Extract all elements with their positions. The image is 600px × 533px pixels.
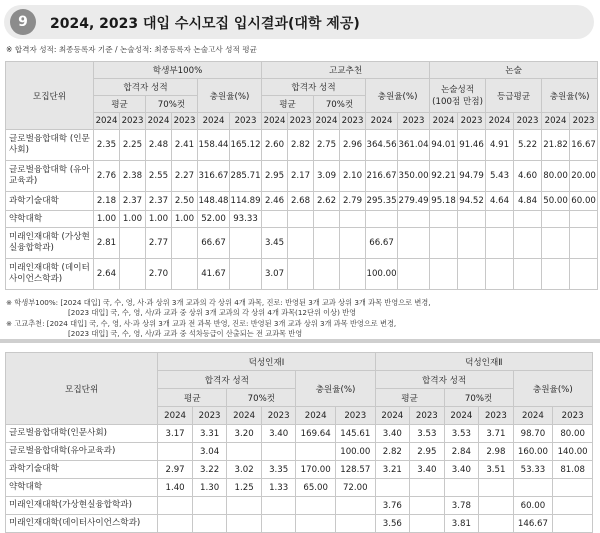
table-cell: 100.00 <box>366 259 398 290</box>
year-header: 2023 <box>335 407 375 425</box>
rate-header: 충원율(%) <box>198 79 262 113</box>
table-cell: 2.98 <box>479 443 514 461</box>
table-cell: 169.64 <box>296 425 336 443</box>
table-cell: 2.76 <box>94 161 120 192</box>
rate-header: 충원율(%) <box>366 79 430 113</box>
table-cell: 3.09 <box>314 161 340 192</box>
pass-header: 합격자 성적 <box>94 79 198 96</box>
table-cell: 2.25 <box>120 130 146 161</box>
table-cell: 94.01 <box>430 130 458 161</box>
table-cell <box>172 228 198 259</box>
table-cell: 361.04 <box>398 130 430 161</box>
unit-name: 과학기술대학 <box>6 192 94 211</box>
table-cell: 114.89 <box>230 192 262 211</box>
year-header: 2023 <box>192 407 227 425</box>
table-cell <box>314 211 340 228</box>
table-cell: 1.00 <box>94 211 120 228</box>
table-cell: 316.67 <box>198 161 230 192</box>
year-header: 2023 <box>288 113 314 130</box>
table-cell <box>314 259 340 290</box>
table-cell: 2.84 <box>444 443 479 461</box>
table-cell: 3.21 <box>375 461 410 479</box>
year-header: 2024 <box>430 113 458 130</box>
table-cell: 2.70 <box>146 259 172 290</box>
table-row <box>6 130 598 161</box>
section-header <box>4 5 594 39</box>
table-cell: 2.79 <box>340 192 366 211</box>
table-cell <box>375 479 410 497</box>
section-title: 2024, 2023 대입 수시모집 입시결과(대학 제공) <box>50 16 360 32</box>
table-cell: 2.77 <box>146 228 172 259</box>
year-header: 2024 <box>444 407 479 425</box>
table-cell: 80.00 <box>553 425 593 443</box>
table-cell: 2.96 <box>340 130 366 161</box>
table-cell <box>296 515 336 533</box>
table-cell <box>288 228 314 259</box>
table-cell: 3.53 <box>444 425 479 443</box>
table-cell <box>192 515 227 533</box>
unit-header: 모집단위 <box>6 353 158 425</box>
rate-header: 충원율(%) <box>542 79 598 113</box>
year-header: 2023 <box>514 113 542 130</box>
table-cell <box>430 259 458 290</box>
table-cell: 145.61 <box>335 425 375 443</box>
pass-header: 합격자 성적 <box>375 371 513 389</box>
unit-name: 약학대학 <box>6 479 158 497</box>
table-cell: 80.00 <box>542 161 570 192</box>
table-cell <box>479 497 514 515</box>
table-cell <box>542 211 570 228</box>
table-cell <box>458 211 486 228</box>
table-cell <box>158 497 193 515</box>
year-header: 2023 <box>570 113 598 130</box>
pass-header: 합격자 성적 <box>158 371 296 389</box>
table-cell: 140.00 <box>553 443 593 461</box>
table-cell <box>410 497 445 515</box>
table-cell <box>120 228 146 259</box>
table-cell: 94.52 <box>458 192 486 211</box>
table-cell: 216.67 <box>366 161 398 192</box>
year-header: 2023 <box>553 407 593 425</box>
table-cell: 364.56 <box>366 130 398 161</box>
group-header: 학생부100% <box>94 62 262 79</box>
table-cell: 91.46 <box>458 130 486 161</box>
table-cell: 3.40 <box>375 425 410 443</box>
table-cell: 295.35 <box>366 192 398 211</box>
table-cell <box>430 228 458 259</box>
year-header: 2024 <box>314 113 340 130</box>
year-header: 2023 <box>458 113 486 130</box>
unit-name: 글로벌융합대학 (유아교육과) <box>6 161 94 192</box>
table-cell: 2.50 <box>172 192 198 211</box>
year-header: 2024 <box>375 407 410 425</box>
avg-header: 평균 <box>375 389 444 407</box>
table-cell <box>410 515 445 533</box>
table-cell: 2.62 <box>314 192 340 211</box>
table-cell: 3.76 <box>375 497 410 515</box>
table-cell <box>227 515 262 533</box>
table-cell: 53.33 <box>513 461 553 479</box>
table-cell: 3.78 <box>444 497 479 515</box>
year-header: 2024 <box>542 113 570 130</box>
table-cell: 2.37 <box>146 192 172 211</box>
table-cell: 95.18 <box>430 192 458 211</box>
table-cell: 3.04 <box>192 443 227 461</box>
table-cell <box>366 211 398 228</box>
table-cell: 2.64 <box>94 259 120 290</box>
table-cell <box>570 259 598 290</box>
unit-name: 글로벌융합대학(유아교육과) <box>6 443 158 461</box>
table-cell <box>444 479 479 497</box>
table-cell: 20.00 <box>570 161 598 192</box>
table-cell <box>261 443 296 461</box>
table-cell <box>120 259 146 290</box>
cut70-header: 70%컷 <box>227 389 296 407</box>
table-cell: 4.64 <box>486 192 514 211</box>
cut70-header: 70%컷 <box>146 96 198 113</box>
table-cell: 2.81 <box>94 228 120 259</box>
cut70-header: 70%컷 <box>314 96 366 113</box>
table-cell: 1.00 <box>172 211 198 228</box>
unit-name: 미래인재대학 (데이터사이언스학과) <box>6 259 94 290</box>
table-cell <box>158 443 193 461</box>
year-header: 2024 <box>198 113 230 130</box>
footnote: ※ 학생부100%: [2024 대입] 국, 수, 영, 사·과 상위 3개 교과의 각 상위 4개 과목, 진로: 반영된 3개 교과 상위 3개 과목 반영으로 변경, <box>6 298 431 307</box>
table-row <box>6 425 593 443</box>
table-cell <box>553 497 593 515</box>
year-header: 2023 <box>340 113 366 130</box>
year-header: 2023 <box>479 407 514 425</box>
table-cell <box>514 211 542 228</box>
table-cell <box>296 443 336 461</box>
year-header: 2024 <box>262 113 288 130</box>
table-cell: 3.71 <box>479 425 514 443</box>
table-cell: 98.70 <box>513 425 553 443</box>
table-cell: 72.00 <box>335 479 375 497</box>
group-header: 덕성인재Ⅰ <box>158 353 375 371</box>
year-header: 2024 <box>227 407 262 425</box>
table-cell: 3.40 <box>444 461 479 479</box>
table-cell: 148.48 <box>198 192 230 211</box>
table-cell: 1.00 <box>146 211 172 228</box>
table-cell: 1.33 <box>261 479 296 497</box>
table-cell <box>542 228 570 259</box>
table-cell <box>314 228 340 259</box>
table-cell: 81.08 <box>553 461 593 479</box>
table-cell <box>486 259 514 290</box>
table-cell: 2.95 <box>410 443 445 461</box>
unit-name: 글로벌융합대학(인문사회) <box>6 425 158 443</box>
table-cell: 2.68 <box>288 192 314 211</box>
table-cell: 1.25 <box>227 479 262 497</box>
table-cell: 5.43 <box>486 161 514 192</box>
table-row <box>6 192 598 211</box>
table-cell: 128.57 <box>335 461 375 479</box>
table-cell <box>553 515 593 533</box>
table-cell: 1.30 <box>192 479 227 497</box>
table-cell: 2.48 <box>146 130 172 161</box>
table-cell: 2.35 <box>94 130 120 161</box>
table-cell: 165.12 <box>230 130 262 161</box>
table-cell: 50.00 <box>542 192 570 211</box>
year-header: 2024 <box>158 407 193 425</box>
table-cell <box>340 259 366 290</box>
table-cell <box>398 228 430 259</box>
table-cell <box>335 515 375 533</box>
table-cell <box>570 228 598 259</box>
table-cell <box>172 259 198 290</box>
results-table-1 <box>5 61 598 290</box>
rate-header: 충원율(%) <box>513 371 592 407</box>
year-header: 2023 <box>172 113 198 130</box>
table-cell: 1.00 <box>120 211 146 228</box>
year-header: 2024 <box>94 113 120 130</box>
table-cell: 3.51 <box>479 461 514 479</box>
table-cell <box>410 479 445 497</box>
group-header: 논술 <box>430 62 598 79</box>
table-cell: 2.55 <box>146 161 172 192</box>
table-cell <box>158 515 193 533</box>
table-cell <box>335 497 375 515</box>
table-cell: 65.00 <box>296 479 336 497</box>
section-divider <box>0 339 600 343</box>
table-cell <box>430 211 458 228</box>
table-cell: 4.91 <box>486 130 514 161</box>
table-cell: 60.00 <box>513 497 553 515</box>
table-cell: 2.82 <box>288 130 314 161</box>
table-cell <box>340 228 366 259</box>
year-header: 2023 <box>230 113 262 130</box>
table-cell <box>514 259 542 290</box>
table-cell: 1.40 <box>158 479 193 497</box>
table-cell <box>479 515 514 533</box>
table-cell <box>192 497 227 515</box>
table-cell: 52.00 <box>198 211 230 228</box>
table-cell: 146.67 <box>513 515 553 533</box>
table-row <box>6 461 593 479</box>
table-cell <box>262 211 288 228</box>
table-cell: 4.84 <box>514 192 542 211</box>
table-row <box>6 161 598 192</box>
table-cell: 2.10 <box>340 161 366 192</box>
table-cell: 4.60 <box>514 161 542 192</box>
table-cell: 3.45 <box>262 228 288 259</box>
year-header: 2024 <box>146 113 172 130</box>
table-cell: 279.49 <box>398 192 430 211</box>
year-header: 2023 <box>398 113 430 130</box>
avg-header: 평균 <box>262 96 314 113</box>
table-cell <box>486 228 514 259</box>
section-number-badge: 9 <box>10 9 36 35</box>
table-cell <box>398 211 430 228</box>
table-cell: 100.00 <box>335 443 375 461</box>
top-note: ※ 합격자 성적: 최종등록자 기준 / 논술성적: 최종등록자 논술고사 성적 평균 <box>6 45 257 54</box>
table-cell: 350.00 <box>398 161 430 192</box>
table-cell <box>288 259 314 290</box>
footnote: ※ 고교추천: [2024 대입] 국, 수, 영, 사·과 상위 3개 교과 전 과목 반영, 진로: 반영된 3개 교과 상위 3개 과목 반영으로 변경, <box>6 319 397 328</box>
table-cell <box>570 211 598 228</box>
table-cell <box>486 211 514 228</box>
table-cell <box>479 479 514 497</box>
table-cell: 2.27 <box>172 161 198 192</box>
table-cell: 2.37 <box>120 192 146 211</box>
table-cell: 2.18 <box>94 192 120 211</box>
avg-header: 평균 <box>158 389 227 407</box>
table-row <box>6 211 598 228</box>
table-cell <box>227 443 262 461</box>
table-cell <box>296 497 336 515</box>
unit-header: 모집단위 <box>6 62 94 130</box>
table-cell <box>514 228 542 259</box>
table-row <box>6 228 598 259</box>
table-cell: 170.00 <box>296 461 336 479</box>
table-cell: 3.53 <box>410 425 445 443</box>
year-header: 2024 <box>366 113 398 130</box>
year-header: 2023 <box>410 407 445 425</box>
unit-name: 미래인재대학(가상현실융합학과) <box>6 497 158 515</box>
table-cell: 3.56 <box>375 515 410 533</box>
table-cell: 94.79 <box>458 161 486 192</box>
table-cell: 2.60 <box>262 130 288 161</box>
table-cell: 3.20 <box>227 425 262 443</box>
year-header: 2023 <box>261 407 296 425</box>
year-header: 2024 <box>296 407 336 425</box>
table-cell: 3.31 <box>192 425 227 443</box>
table-cell <box>553 479 593 497</box>
table-cell: 16.67 <box>570 130 598 161</box>
table-cell <box>261 515 296 533</box>
table-cell: 41.67 <box>198 259 230 290</box>
year-header: 2024 <box>513 407 553 425</box>
table-cell: 158.44 <box>198 130 230 161</box>
table-row <box>6 259 598 290</box>
group-header: 고교추천 <box>262 62 430 79</box>
table-cell: 3.02 <box>227 461 262 479</box>
table-cell: 2.75 <box>314 130 340 161</box>
table-cell: 2.95 <box>262 161 288 192</box>
table-cell: 66.67 <box>198 228 230 259</box>
table-cell <box>398 259 430 290</box>
table-row <box>6 479 593 497</box>
table-cell <box>230 228 262 259</box>
table-cell <box>230 259 262 290</box>
table-cell: 2.97 <box>158 461 193 479</box>
table-cell: 160.00 <box>513 443 553 461</box>
table-cell: 3.35 <box>261 461 296 479</box>
table-cell <box>227 497 262 515</box>
table-cell: 2.46 <box>262 192 288 211</box>
cut70-header: 70%컷 <box>444 389 513 407</box>
table-row <box>6 443 593 461</box>
table-cell <box>458 259 486 290</box>
unit-name: 글로벌융합대학 (인문사회) <box>6 130 94 161</box>
table-cell <box>340 211 366 228</box>
table-cell: 285.71 <box>230 161 262 192</box>
footnote: [2023 대입] 국, 수, 영, 사/과 교과 중 상위 3개 교과의 각 상위 4개 과목(12단위 이상) 반영 <box>68 308 357 317</box>
table-cell: 93.33 <box>230 211 262 228</box>
table-cell <box>458 228 486 259</box>
table-cell <box>542 259 570 290</box>
table-cell: 60.00 <box>570 192 598 211</box>
table-cell: 3.40 <box>410 461 445 479</box>
table-cell <box>261 497 296 515</box>
unit-name: 미래인재대학 (가상현실융합학과) <box>6 228 94 259</box>
grade-header: 등급평균 <box>486 79 542 113</box>
unit-name: 과학기술대학 <box>6 461 158 479</box>
footnote: [2023 대입] 국, 수, 영, 사/과 교과 중 석차등급이 산출되는 전 교과목 반영 <box>68 329 303 338</box>
table-cell: 66.67 <box>366 228 398 259</box>
table-cell: 2.41 <box>172 130 198 161</box>
unit-name: 약학대학 <box>6 211 94 228</box>
rate-header: 충원율(%) <box>296 371 375 407</box>
results-table-2 <box>5 352 593 533</box>
essay-header: 논술성적 (100점 만점) <box>430 79 486 113</box>
table-row <box>6 497 593 515</box>
year-header: 2023 <box>120 113 146 130</box>
table-cell: 3.81 <box>444 515 479 533</box>
table-cell: 3.07 <box>262 259 288 290</box>
unit-name: 미래인재대학(데이터사이언스학과) <box>6 515 158 533</box>
group-header: 덕성인재Ⅱ <box>375 353 592 371</box>
year-header: 2024 <box>486 113 514 130</box>
table-cell: 3.40 <box>261 425 296 443</box>
table-cell: 3.17 <box>158 425 193 443</box>
pass-header: 합격자 성적 <box>262 79 366 96</box>
table-cell: 92.21 <box>430 161 458 192</box>
table-cell: 2.82 <box>375 443 410 461</box>
table-cell <box>513 479 553 497</box>
table-cell: 5.22 <box>514 130 542 161</box>
table-cell: 3.22 <box>192 461 227 479</box>
table-cell: 2.17 <box>288 161 314 192</box>
table-cell <box>288 211 314 228</box>
table-cell: 2.38 <box>120 161 146 192</box>
table-cell: 21.82 <box>542 130 570 161</box>
avg-header: 평균 <box>94 96 146 113</box>
table-row <box>6 515 593 533</box>
